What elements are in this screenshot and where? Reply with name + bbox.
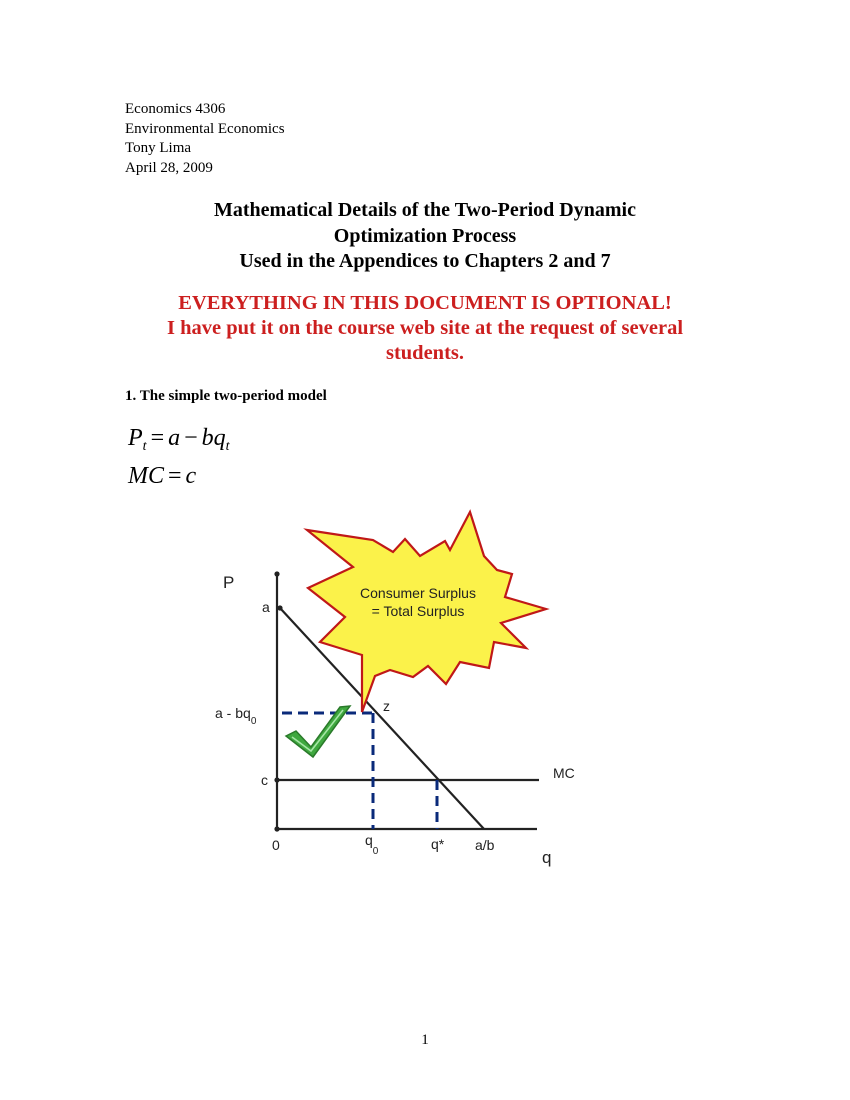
c-dot bbox=[274, 777, 279, 782]
page-number: 1 bbox=[421, 1032, 429, 1048]
course-number: Economics 4306 bbox=[125, 101, 226, 117]
demand-lhs-sub: t bbox=[142, 439, 147, 454]
y-axis-end-dot bbox=[274, 571, 279, 576]
demand-lhs: P bbox=[128, 425, 143, 451]
author-name: Tony Lima bbox=[125, 140, 192, 156]
label-qstar: q* bbox=[431, 836, 445, 852]
label-c: c bbox=[261, 772, 268, 788]
axis-x-label: q bbox=[542, 848, 552, 867]
course-name: Environmental Economics bbox=[125, 120, 285, 137]
demand-rhs-sub: t bbox=[225, 439, 230, 454]
label-a-bq0 bbox=[215, 705, 257, 727]
title-line-3: Used in the Appendices to Chapters 2 and 7 bbox=[239, 250, 611, 272]
label-a-bq0-sub: 0 bbox=[250, 716, 257, 727]
a-dot bbox=[277, 605, 282, 610]
origin-dot bbox=[274, 826, 279, 831]
warning-line-2: I have put it on the course web site at the request of several bbox=[166, 317, 684, 339]
warning-line-3: students. bbox=[385, 342, 465, 364]
title-line-1: Mathematical Details of the Two-Period Dynamic bbox=[214, 199, 636, 221]
cost-equals: = bbox=[168, 463, 182, 489]
axis-y-label: P bbox=[223, 573, 235, 592]
cost-lhs: MC bbox=[128, 463, 164, 489]
label-origin: 0 bbox=[272, 837, 280, 853]
label-q0-sub: 0 bbox=[372, 846, 379, 857]
label-a-over-b: a/b bbox=[475, 837, 495, 853]
callout-line-1: Consumer Surplus bbox=[360, 585, 476, 601]
document-date: April 28, 2009 bbox=[125, 159, 213, 176]
demand-equals: = bbox=[150, 425, 165, 451]
demand-minus: − bbox=[184, 425, 198, 451]
demand-bq: bq bbox=[201, 425, 226, 451]
label-q0-main: q bbox=[365, 832, 373, 848]
label-q0 bbox=[365, 832, 379, 857]
callout-line-2: = Total Surplus bbox=[371, 603, 465, 619]
label-z: z bbox=[383, 698, 390, 714]
demand-a: a bbox=[168, 425, 181, 451]
section-heading: 1. The simple two-period model bbox=[125, 388, 327, 404]
label-a-bq0-main: a - bq bbox=[215, 705, 251, 721]
label-mc: MC bbox=[553, 765, 575, 781]
warning-line-1: EVERYTHING IN THIS DOCUMENT IS OPTIONAL! bbox=[178, 292, 672, 314]
cost-rhs: c bbox=[185, 463, 197, 489]
label-a: a bbox=[262, 599, 270, 615]
title-line-2: Optimization Process bbox=[333, 224, 517, 247]
